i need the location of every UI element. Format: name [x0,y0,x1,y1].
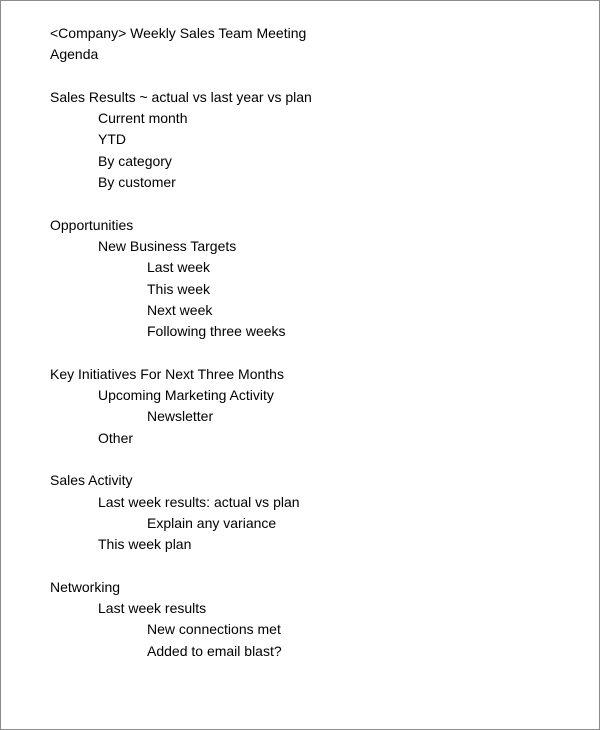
list-item: Other [98,429,134,446]
spacer [50,193,579,214]
spacer [50,342,579,363]
sub-list-item: Newsletter [147,408,214,425]
sub-list-item: New connections met [147,621,281,638]
sub-list-item: Last week [147,259,211,276]
section-heading-opportunities: Opportunities [50,216,134,233]
agenda-content [50,23,579,662]
list-item: Current month [98,110,188,127]
list-item: This week plan [98,536,192,553]
sub-list-item: Following three weeks [147,323,286,340]
sub-list-item: Added to email blast? [147,642,282,659]
sub-list-item: This week [147,280,211,297]
sub-list-item: Explain any variance [147,514,277,531]
list-item: By category [98,152,172,169]
document-subtitle: Agenda [50,46,99,63]
section-heading-sales-activity: Sales Activity [50,472,133,489]
spacer [50,66,579,87]
section-heading-key-initiatives: Key Initiatives For Next Three Months [50,365,284,382]
section-heading-sales-results: Sales Results ~ actual vs last year vs plan [50,88,312,105]
list-item: YTD [98,131,126,148]
list-item: Upcoming Marketing Activity [98,387,274,404]
document-title: <Company> Weekly Sales Team Meeting [50,25,307,41]
list-item: Last week results: actual vs plan [98,493,300,510]
list-item: New Business Targets [98,237,237,254]
sub-list-item: Next week [147,301,213,318]
section-heading-networking: Networking [50,578,121,595]
list-item: Last week results [98,600,207,617]
list-item: By customer [98,174,176,191]
spacer [50,555,579,576]
spacer [50,449,579,470]
